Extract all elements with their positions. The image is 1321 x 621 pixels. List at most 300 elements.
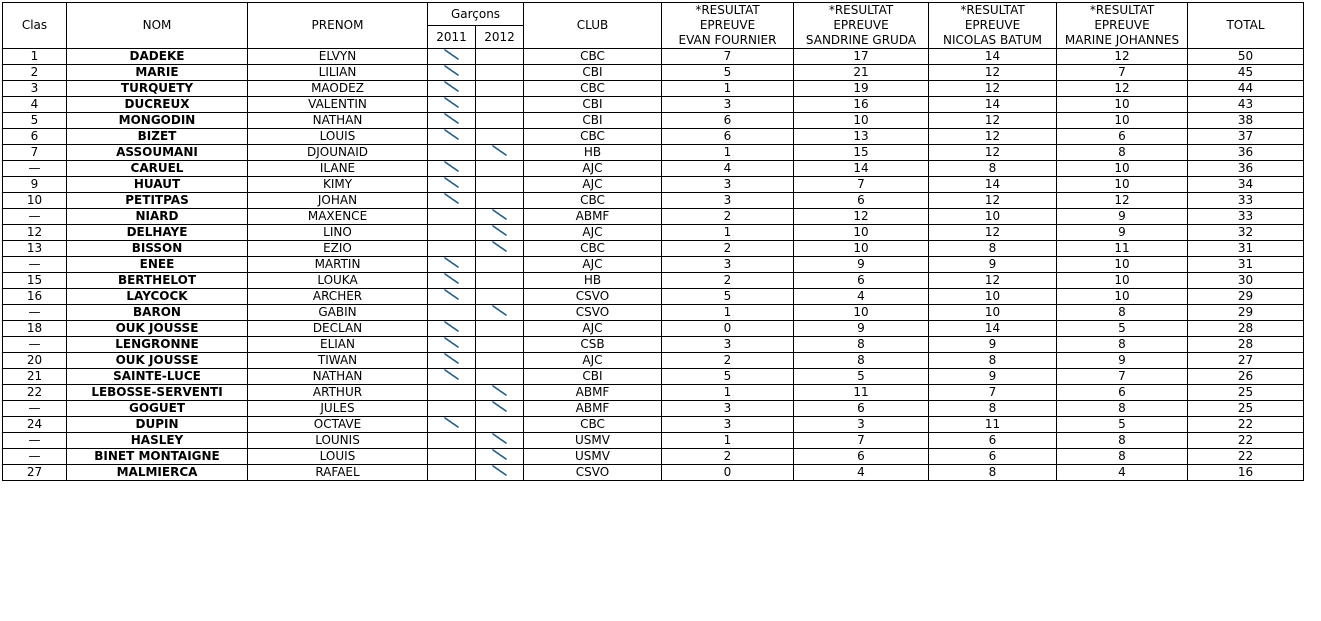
- marine-johannes-cell: 8: [1057, 337, 1188, 353]
- rank-cell: —: [3, 257, 67, 273]
- rank-cell: —: [3, 337, 67, 353]
- check-mark-icon: [443, 81, 461, 92]
- year-2011-cell: [428, 225, 476, 241]
- nom-cell: HUAUT: [67, 177, 248, 193]
- year-2011-cell: [428, 321, 476, 337]
- evan-fournier-cell: 5: [662, 289, 794, 305]
- nom-cell: OUK JOUSSE: [67, 321, 248, 337]
- rank-cell: 16: [3, 289, 67, 305]
- sandrine-gruda-cell: 9: [794, 257, 929, 273]
- year-2011-cell: [428, 49, 476, 65]
- total-cell: 31: [1188, 241, 1304, 257]
- total-cell: 22: [1188, 417, 1304, 433]
- table-row: [3, 353, 1304, 369]
- year-2011-cell: [428, 385, 476, 401]
- table-row: [3, 49, 1304, 65]
- header-club: CLUB: [524, 3, 662, 49]
- marine-johannes-cell: 12: [1057, 81, 1188, 97]
- nicolas-batum-cell: 6: [929, 433, 1057, 449]
- nom-cell: BIZET: [67, 129, 248, 145]
- evan-fournier-cell: 3: [662, 177, 794, 193]
- rank-cell: 27: [3, 465, 67, 481]
- rank-cell: 4: [3, 97, 67, 113]
- prenom-cell: MAODEZ: [248, 81, 428, 97]
- sandrine-gruda-cell: 10: [794, 241, 929, 257]
- nom-cell: ASSOUMANI: [67, 145, 248, 161]
- header-line: MARINE JOHANNES: [1064, 33, 1180, 47]
- nicolas-batum-cell: 8: [929, 401, 1057, 417]
- marine-johannes-cell: 10: [1057, 113, 1188, 129]
- year-2012-cell: [476, 385, 524, 401]
- nom-cell: SAINTE-LUCE: [67, 369, 248, 385]
- total-cell: 27: [1188, 353, 1304, 369]
- table-header: [3, 3, 1304, 49]
- header-line: NICOLAS BATUM: [943, 33, 1042, 47]
- club-cell: CSB: [524, 337, 662, 353]
- rank-cell: 3: [3, 81, 67, 97]
- table-row: [3, 113, 1304, 129]
- year-2012-cell: [476, 193, 524, 209]
- table-row: [3, 225, 1304, 241]
- prenom-cell: DJOUNAID: [248, 145, 428, 161]
- year-2012-cell: [476, 433, 524, 449]
- marine-johannes-cell: 10: [1057, 161, 1188, 177]
- header-line: EPREUVE: [699, 18, 756, 32]
- evan-fournier-cell: 5: [662, 65, 794, 81]
- total-cell: 25: [1188, 385, 1304, 401]
- year-2012-cell: [476, 49, 524, 65]
- header-line: EPREUVE: [833, 18, 889, 32]
- club-cell: CBI: [524, 113, 662, 129]
- total-cell: 50: [1188, 49, 1304, 65]
- sandrine-gruda-cell: 8: [794, 353, 929, 369]
- year-2011-cell: [428, 433, 476, 449]
- year-2011-cell: [428, 145, 476, 161]
- table-row: [3, 257, 1304, 273]
- check-mark-icon: [443, 257, 461, 268]
- sandrine-gruda-cell: 6: [794, 401, 929, 417]
- year-2011-cell: [428, 193, 476, 209]
- club-cell: USMV: [524, 449, 662, 465]
- sandrine-gruda-cell: 3: [794, 417, 929, 433]
- rank-cell: 1: [3, 49, 67, 65]
- prenom-cell: LOUIS: [248, 449, 428, 465]
- evan-fournier-cell: 0: [662, 465, 794, 481]
- nom-cell: PETITPAS: [67, 193, 248, 209]
- prenom-cell: LINO: [248, 225, 428, 241]
- year-2011-cell: [428, 401, 476, 417]
- total-cell: 43: [1188, 97, 1304, 113]
- check-mark-icon: [491, 401, 509, 412]
- club-cell: CBI: [524, 369, 662, 385]
- sandrine-gruda-cell: 10: [794, 113, 929, 129]
- nicolas-batum-cell: 8: [929, 465, 1057, 481]
- check-mark-icon: [443, 65, 461, 76]
- total-cell: 29: [1188, 305, 1304, 321]
- sandrine-gruda-cell: 4: [794, 289, 929, 305]
- rank-cell: 2: [3, 65, 67, 81]
- evan-fournier-cell: 1: [662, 81, 794, 97]
- prenom-cell: EZIO: [248, 241, 428, 257]
- year-2012-cell: [476, 465, 524, 481]
- header-nicolas-batum: [929, 3, 1057, 49]
- rank-cell: 24: [3, 417, 67, 433]
- year-2012-cell: [476, 417, 524, 433]
- club-cell: AJC: [524, 257, 662, 273]
- table-body: [3, 49, 1304, 481]
- year-2011-cell: [428, 161, 476, 177]
- nicolas-batum-cell: 8: [929, 161, 1057, 177]
- evan-fournier-cell: 5: [662, 369, 794, 385]
- prenom-cell: MARTIN: [248, 257, 428, 273]
- club-cell: HB: [524, 273, 662, 289]
- sandrine-gruda-cell: 15: [794, 145, 929, 161]
- sandrine-gruda-cell: 6: [794, 193, 929, 209]
- evan-fournier-cell: 1: [662, 145, 794, 161]
- header-line: *RESULTAT: [960, 3, 1025, 17]
- header-nom: NOM: [67, 3, 248, 49]
- rank-cell: 9: [3, 177, 67, 193]
- year-2011-cell: [428, 369, 476, 385]
- year-2012-cell: [476, 65, 524, 81]
- evan-fournier-cell: 2: [662, 449, 794, 465]
- nicolas-batum-cell: 12: [929, 193, 1057, 209]
- prenom-cell: OCTAVE: [248, 417, 428, 433]
- year-2012-cell: [476, 209, 524, 225]
- nicolas-batum-cell: 7: [929, 385, 1057, 401]
- rank-cell: 22: [3, 385, 67, 401]
- header-line: EPREUVE: [1094, 18, 1150, 32]
- table-row: [3, 289, 1304, 305]
- prenom-cell: ELVYN: [248, 49, 428, 65]
- total-cell: 36: [1188, 161, 1304, 177]
- nicolas-batum-cell: 12: [929, 129, 1057, 145]
- marine-johannes-cell: 8: [1057, 145, 1188, 161]
- club-cell: CBC: [524, 417, 662, 433]
- header-garcons: Garçons: [428, 3, 524, 26]
- rank-cell: 7: [3, 145, 67, 161]
- year-2012-cell: [476, 145, 524, 161]
- rank-cell: 10: [3, 193, 67, 209]
- table-row: [3, 97, 1304, 113]
- check-mark-icon: [443, 113, 461, 124]
- sandrine-gruda-cell: 6: [794, 273, 929, 289]
- evan-fournier-cell: 3: [662, 193, 794, 209]
- prenom-cell: GABIN: [248, 305, 428, 321]
- header-prenom: PRENOM: [248, 3, 428, 49]
- evan-fournier-cell: 3: [662, 417, 794, 433]
- rank-cell: —: [3, 209, 67, 225]
- year-2011-cell: [428, 81, 476, 97]
- header-line: EPREUVE: [964, 18, 1021, 32]
- table-row: [3, 369, 1304, 385]
- prenom-cell: LOUKA: [248, 273, 428, 289]
- table-row: [3, 193, 1304, 209]
- nicolas-batum-cell: 10: [929, 289, 1057, 305]
- marine-johannes-cell: 9: [1057, 225, 1188, 241]
- total-cell: 28: [1188, 321, 1304, 337]
- marine-johannes-cell: 5: [1057, 321, 1188, 337]
- club-cell: CBC: [524, 193, 662, 209]
- nom-cell: NIARD: [67, 209, 248, 225]
- club-cell: ABMF: [524, 401, 662, 417]
- header-line: EVAN FOURNIER: [678, 33, 777, 47]
- nom-cell: MONGODIN: [67, 113, 248, 129]
- total-cell: 30: [1188, 273, 1304, 289]
- sandrine-gruda-cell: 6: [794, 449, 929, 465]
- evan-fournier-cell: 3: [662, 257, 794, 273]
- prenom-cell: LOUNIS: [248, 433, 428, 449]
- nom-cell: LAYCOCK: [67, 289, 248, 305]
- nom-cell: MARIE: [67, 65, 248, 81]
- year-2012-cell: [476, 225, 524, 241]
- table-row: [3, 161, 1304, 177]
- nom-cell: HASLEY: [67, 433, 248, 449]
- rank-cell: 20: [3, 353, 67, 369]
- year-2011-cell: [428, 97, 476, 113]
- evan-fournier-cell: 4: [662, 161, 794, 177]
- header-year-2011: 2011: [428, 26, 476, 49]
- sandrine-gruda-cell: 14: [794, 161, 929, 177]
- check-mark-icon: [443, 177, 461, 188]
- total-cell: 36: [1188, 145, 1304, 161]
- check-mark-icon: [443, 337, 461, 348]
- marine-johannes-cell: 10: [1057, 273, 1188, 289]
- year-2012-cell: [476, 289, 524, 305]
- club-cell: USMV: [524, 433, 662, 449]
- evan-fournier-cell: 1: [662, 385, 794, 401]
- marine-johannes-cell: 8: [1057, 449, 1188, 465]
- check-mark-icon: [491, 385, 509, 396]
- nicolas-batum-cell: 9: [929, 369, 1057, 385]
- prenom-cell: LILIAN: [248, 65, 428, 81]
- sandrine-gruda-cell: 4: [794, 465, 929, 481]
- check-mark-icon: [491, 145, 509, 156]
- year-2011-cell: [428, 305, 476, 321]
- table-row: [3, 65, 1304, 81]
- nom-cell: OUK JOUSSE: [67, 353, 248, 369]
- year-2012-cell: [476, 81, 524, 97]
- total-cell: 26: [1188, 369, 1304, 385]
- year-2012-cell: [476, 369, 524, 385]
- table-row: [3, 449, 1304, 465]
- rank-cell: —: [3, 433, 67, 449]
- club-cell: AJC: [524, 225, 662, 241]
- rank-cell: 12: [3, 225, 67, 241]
- year-2012-cell: [476, 113, 524, 129]
- nicolas-batum-cell: 10: [929, 209, 1057, 225]
- rank-cell: 21: [3, 369, 67, 385]
- evan-fournier-cell: 6: [662, 129, 794, 145]
- club-cell: CSVO: [524, 305, 662, 321]
- table-row: [3, 465, 1304, 481]
- sandrine-gruda-cell: 5: [794, 369, 929, 385]
- check-mark-icon: [443, 289, 461, 300]
- prenom-cell: RAFAEL: [248, 465, 428, 481]
- table-row: [3, 177, 1304, 193]
- results-table: [2, 2, 1304, 481]
- year-2011-cell: [428, 257, 476, 273]
- marine-johannes-cell: 5: [1057, 417, 1188, 433]
- marine-johannes-cell: 4: [1057, 465, 1188, 481]
- check-mark-icon: [491, 433, 509, 444]
- sandrine-gruda-cell: 21: [794, 65, 929, 81]
- table-row: [3, 129, 1304, 145]
- year-2011-cell: [428, 465, 476, 481]
- check-mark-icon: [443, 353, 461, 364]
- year-2011-cell: [428, 113, 476, 129]
- check-mark-icon: [443, 129, 461, 140]
- sandrine-gruda-cell: 10: [794, 305, 929, 321]
- nicolas-batum-cell: 12: [929, 81, 1057, 97]
- check-mark-icon: [443, 273, 461, 284]
- evan-fournier-cell: 1: [662, 225, 794, 241]
- rank-cell: —: [3, 305, 67, 321]
- nom-cell: TURQUETY: [67, 81, 248, 97]
- evan-fournier-cell: 3: [662, 97, 794, 113]
- nom-cell: DADEKE: [67, 49, 248, 65]
- check-mark-icon: [443, 49, 461, 60]
- total-cell: 38: [1188, 113, 1304, 129]
- marine-johannes-cell: 10: [1057, 289, 1188, 305]
- prenom-cell: NATHAN: [248, 369, 428, 385]
- year-2011-cell: [428, 65, 476, 81]
- prenom-cell: DECLAN: [248, 321, 428, 337]
- nicolas-batum-cell: 8: [929, 241, 1057, 257]
- sandrine-gruda-cell: 7: [794, 177, 929, 193]
- evan-fournier-cell: 2: [662, 353, 794, 369]
- club-cell: ABMF: [524, 209, 662, 225]
- nicolas-batum-cell: 14: [929, 49, 1057, 65]
- nom-cell: ENEE: [67, 257, 248, 273]
- club-cell: CBC: [524, 49, 662, 65]
- club-cell: CBC: [524, 81, 662, 97]
- nom-cell: DUCREUX: [67, 97, 248, 113]
- total-cell: 22: [1188, 433, 1304, 449]
- year-2011-cell: [428, 241, 476, 257]
- year-2011-cell: [428, 289, 476, 305]
- rank-cell: —: [3, 449, 67, 465]
- year-2012-cell: [476, 401, 524, 417]
- nom-cell: BARON: [67, 305, 248, 321]
- prenom-cell: JOHAN: [248, 193, 428, 209]
- total-cell: 29: [1188, 289, 1304, 305]
- evan-fournier-cell: 2: [662, 241, 794, 257]
- table-row: [3, 81, 1304, 97]
- nom-cell: CARUEL: [67, 161, 248, 177]
- check-mark-icon: [491, 225, 509, 236]
- nicolas-batum-cell: 8: [929, 353, 1057, 369]
- total-cell: 32: [1188, 225, 1304, 241]
- nicolas-batum-cell: 12: [929, 273, 1057, 289]
- prenom-cell: MAXENCE: [248, 209, 428, 225]
- rank-cell: 13: [3, 241, 67, 257]
- prenom-cell: JULES: [248, 401, 428, 417]
- club-cell: CBC: [524, 129, 662, 145]
- nom-cell: DUPIN: [67, 417, 248, 433]
- marine-johannes-cell: 9: [1057, 209, 1188, 225]
- club-cell: CSVO: [524, 289, 662, 305]
- year-2011-cell: [428, 417, 476, 433]
- nicolas-batum-cell: 11: [929, 417, 1057, 433]
- nicolas-batum-cell: 9: [929, 337, 1057, 353]
- marine-johannes-cell: 12: [1057, 193, 1188, 209]
- year-2011-cell: [428, 209, 476, 225]
- rank-cell: —: [3, 161, 67, 177]
- marine-johannes-cell: 8: [1057, 433, 1188, 449]
- club-cell: AJC: [524, 353, 662, 369]
- check-mark-icon: [443, 161, 461, 172]
- nicolas-batum-cell: 12: [929, 113, 1057, 129]
- marine-johannes-cell: 7: [1057, 65, 1188, 81]
- sandrine-gruda-cell: 13: [794, 129, 929, 145]
- total-cell: 34: [1188, 177, 1304, 193]
- evan-fournier-cell: 2: [662, 209, 794, 225]
- nicolas-batum-cell: 10: [929, 305, 1057, 321]
- sandrine-gruda-cell: 9: [794, 321, 929, 337]
- check-mark-icon: [443, 321, 461, 332]
- marine-johannes-cell: 11: [1057, 241, 1188, 257]
- header-evan-fournier: [662, 3, 794, 49]
- total-cell: 16: [1188, 465, 1304, 481]
- sandrine-gruda-cell: 17: [794, 49, 929, 65]
- year-2012-cell: [476, 449, 524, 465]
- marine-johannes-cell: 8: [1057, 401, 1188, 417]
- total-cell: 28: [1188, 337, 1304, 353]
- check-mark-icon: [491, 449, 509, 460]
- club-cell: CBI: [524, 97, 662, 113]
- year-2012-cell: [476, 97, 524, 113]
- year-2012-cell: [476, 241, 524, 257]
- year-2011-cell: [428, 449, 476, 465]
- year-2011-cell: [428, 337, 476, 353]
- year-2012-cell: [476, 177, 524, 193]
- header-sandrine-gruda: [794, 3, 929, 49]
- evan-fournier-cell: 2: [662, 273, 794, 289]
- prenom-cell: LOUIS: [248, 129, 428, 145]
- nicolas-batum-cell: 9: [929, 257, 1057, 273]
- year-2012-cell: [476, 321, 524, 337]
- sandrine-gruda-cell: 16: [794, 97, 929, 113]
- sandrine-gruda-cell: 10: [794, 225, 929, 241]
- check-mark-icon: [443, 417, 461, 428]
- nicolas-batum-cell: 14: [929, 177, 1057, 193]
- table-row: [3, 385, 1304, 401]
- header-marine-johannes: [1057, 3, 1188, 49]
- prenom-cell: ARTHUR: [248, 385, 428, 401]
- prenom-cell: TIWAN: [248, 353, 428, 369]
- year-2012-cell: [476, 161, 524, 177]
- table-row: [3, 305, 1304, 321]
- header-total: TOTAL: [1188, 3, 1304, 49]
- check-mark-icon: [443, 97, 461, 108]
- nicolas-batum-cell: 14: [929, 321, 1057, 337]
- year-2011-cell: [428, 177, 476, 193]
- marine-johannes-cell: 10: [1057, 257, 1188, 273]
- table-row: [3, 401, 1304, 417]
- rank-cell: 15: [3, 273, 67, 289]
- nicolas-batum-cell: 6: [929, 449, 1057, 465]
- table-row: [3, 273, 1304, 289]
- club-cell: CBC: [524, 241, 662, 257]
- evan-fournier-cell: 0: [662, 321, 794, 337]
- sandrine-gruda-cell: 12: [794, 209, 929, 225]
- check-mark-icon: [491, 241, 509, 252]
- prenom-cell: ILANE: [248, 161, 428, 177]
- prenom-cell: ARCHER: [248, 289, 428, 305]
- marine-johannes-cell: 12: [1057, 49, 1188, 65]
- nom-cell: BERTHELOT: [67, 273, 248, 289]
